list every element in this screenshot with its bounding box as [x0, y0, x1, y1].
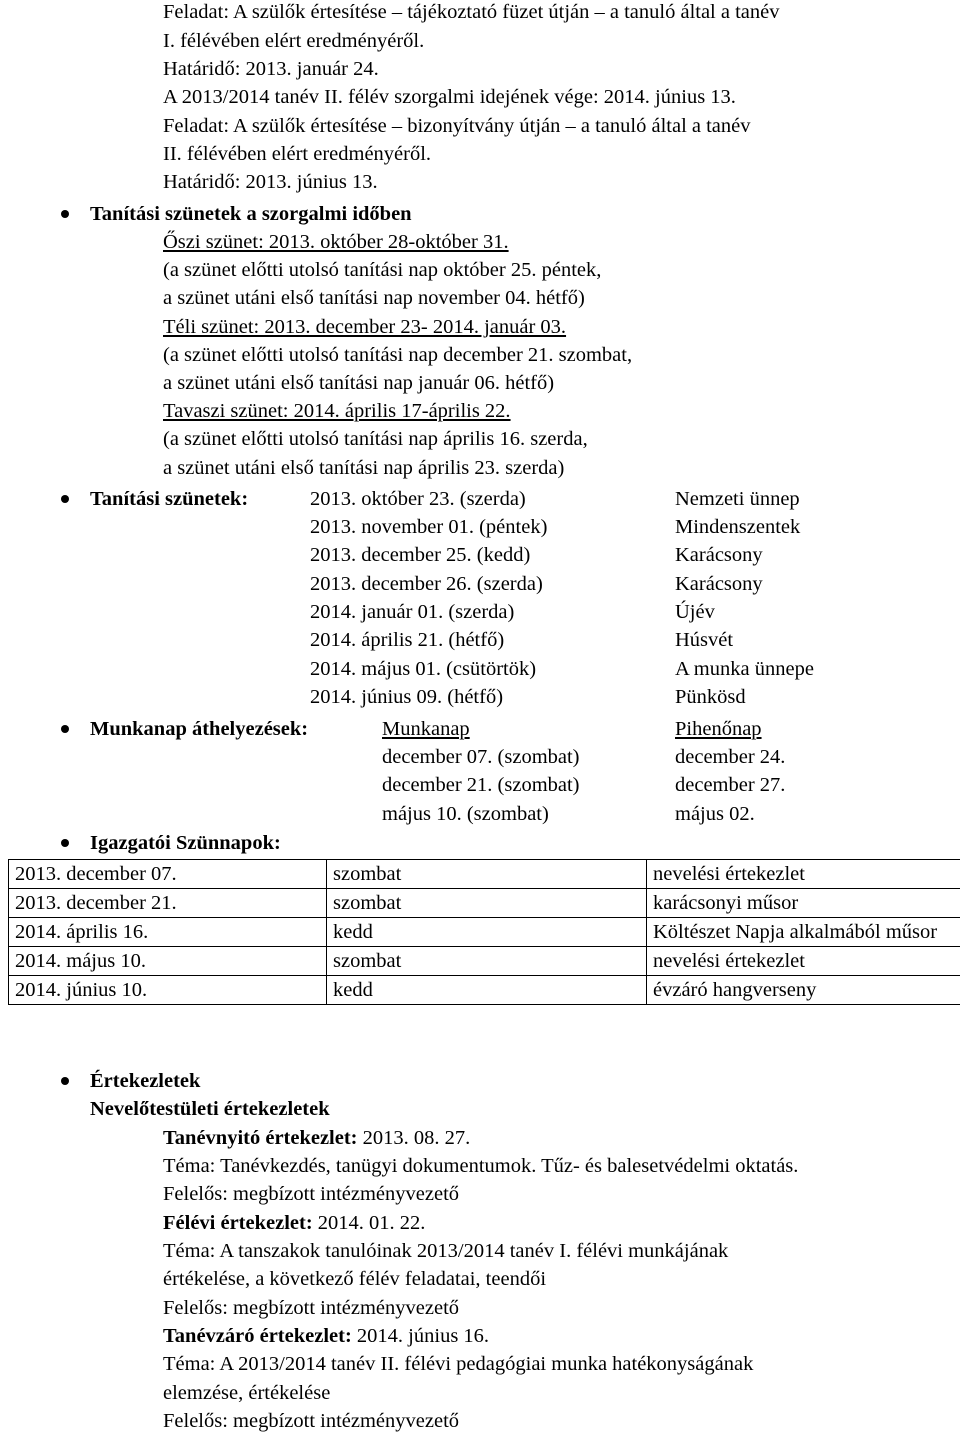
bullet-icon [61, 210, 69, 218]
bullet-icon [61, 495, 69, 503]
szunet-line: Téli szünet: 2013. december 23- 2014. január 03. [163, 316, 567, 338]
section-heading-ertekezletek: Értekezletek [90, 1070, 201, 1092]
table-cell-reason: évzáró hangverseny [647, 976, 960, 1005]
pihenonap-date: május 02. [675, 803, 755, 825]
szunet-line: (a szünet előtti utolsó tanítási nap április 16. szerda, [163, 428, 588, 450]
tanevnyito-felelos: Felelős: megbízott intézményvezető [163, 1183, 460, 1205]
table-cell-reason: karácsonyi műsor [647, 889, 960, 918]
table-cell-date: 2014. június 10. [9, 976, 327, 1005]
holiday-date: 2013. november 01. (péntek) [310, 516, 548, 538]
szunet-line: Őszi szünet: 2013. október 28-október 31. [163, 231, 509, 253]
table-cell-date: 2013. december 07. [9, 860, 327, 889]
holiday-name: Karácsony [675, 573, 763, 595]
holiday-date: 2014. június 09. (hétfő) [310, 686, 504, 708]
holiday-name: Nemzeti ünnep [675, 488, 800, 510]
table-row [9, 860, 960, 889]
table-cell-day: szombat [327, 889, 647, 918]
holiday-name: A munka ünnepe [675, 658, 814, 680]
section-heading-athelyezes: Munkanap áthelyezések: [90, 718, 309, 740]
holiday-name: Karácsony [675, 544, 763, 566]
tanevzaro-line [163, 1322, 489, 1350]
section-heading-tanitasi-szunetek: Tanítási szünetek: [90, 488, 249, 510]
munkanap-date: december 21. (szombat) [382, 774, 580, 796]
table-cell-day: szombat [327, 860, 647, 889]
bullet-icon [61, 839, 69, 847]
table-row [9, 947, 960, 976]
tanevzaro-label: Tanévzáró értekezlet: [163, 1325, 352, 1347]
intro-line: A 2013/2014 tanév II. félév szorgalmi idejének vége: 2014. június 13. [163, 86, 736, 108]
table-row [9, 889, 960, 918]
szunet-line: (a szünet előtti utolsó tanítási nap december 21. szombat, [163, 344, 633, 366]
felevi-tema: értékelése, a következő félév feladatai, teendői [163, 1268, 547, 1290]
szunet-line: a szünet utáni első tanítási nap január 06. hétfő) [163, 372, 555, 394]
table-cell-day: szombat [327, 947, 647, 976]
tanevzaro-felelos: Felelős: megbízott intézményvezető [163, 1410, 460, 1432]
pihenonap-date: december 24. [675, 746, 786, 768]
bullet-icon [61, 1077, 69, 1085]
holiday-name: Pünkösd [675, 686, 746, 708]
munkanap-header: Munkanap [382, 718, 470, 740]
table-cell-reason: nevelési értekezlet [647, 947, 960, 976]
felevi-line [163, 1209, 425, 1237]
holiday-name: Húsvét [675, 629, 734, 651]
table-cell-date: 2014. április 16. [9, 918, 327, 947]
tanevnyito-tema: Téma: Tanévkezdés, tanügyi dokumentumok. Tűz- és balesetvédelmi oktatás. [163, 1155, 799, 1177]
tanevnyito-label: Tanévnyitó értekezlet: [163, 1127, 358, 1149]
table-row [9, 918, 960, 947]
igazgatoi-szunnapok-table [8, 859, 960, 1005]
pihenonap-header: Pihenőnap [675, 718, 762, 740]
munkanap-date: május 10. (szombat) [382, 803, 549, 825]
felevi-label: Félévi értekezlet: [163, 1212, 313, 1234]
holiday-date: 2013. december 25. (kedd) [310, 544, 531, 566]
table-cell-reason: Költészet Napja alkalmából műsor [647, 918, 960, 947]
holiday-date: 2014. április 21. (hétfő) [310, 629, 505, 651]
holiday-date: 2013. december 26. (szerda) [310, 573, 543, 595]
bullet-icon [61, 725, 69, 733]
szunet-line: a szünet utáni első tanítási nap november 04. hétfő) [163, 287, 585, 309]
table-cell-day: kedd [327, 976, 647, 1005]
table-cell-reason: nevelési értekezlet [647, 860, 960, 889]
szunet-line: (a szünet előtti utolsó tanítási nap október 25. péntek, [163, 259, 602, 281]
intro-line: II. félévében elért eredményéről. [163, 143, 432, 165]
szunet-line: a szünet utáni első tanítási nap április 23. szerda) [163, 457, 565, 479]
tanevzaro-tema: elemzése, értékelése [163, 1382, 331, 1404]
pihenonap-date: december 27. [675, 774, 786, 796]
table-row [9, 976, 960, 1005]
felevi-tema: Téma: A tanszakok tanulóinak 2013/2014 tanév I. félévi munkájának [163, 1240, 729, 1262]
table-cell-date: 2014. május 10. [9, 947, 327, 976]
table-cell-date: 2013. december 21. [9, 889, 327, 918]
felevi-felelos: Felelős: megbízott intézményvezető [163, 1297, 460, 1319]
intro-line: Feladat: A szülők értesítése – tájékoztató füzet útján – a tanuló által a tanév [163, 1, 780, 23]
intro-line: Határidő: 2013. január 24. [163, 58, 379, 80]
intro-line: Feladat: A szülők értesítése – bizonyítvány útján – a tanuló által a tanév [163, 115, 751, 137]
section-heading-szunetek: Tanítási szünetek a szorgalmi időben [90, 203, 412, 225]
tanevzaro-tema: Téma: A 2013/2014 tanév II. félévi pedagógiai munka hatékonyságának [163, 1353, 754, 1375]
table-cell-day: kedd [327, 918, 647, 947]
intro-line: Határidő: 2013. június 13. [163, 171, 378, 193]
tanevzaro-date: 2014. június 16. [351, 1325, 490, 1347]
felevi-date: 2014. 01. 22. [312, 1212, 426, 1234]
holiday-name: Mindenszentek [675, 516, 801, 538]
holiday-date: 2014. január 01. (szerda) [310, 601, 515, 623]
section-heading-igazgatoi: Igazgatói Szünnapok: [90, 832, 281, 854]
tanevnyito-date: 2013. 08. 27. [357, 1127, 471, 1149]
holiday-date: 2013. október 23. (szerda) [310, 488, 526, 510]
szunet-line: Tavaszi szünet: 2014. április 17-április 22. [163, 400, 511, 422]
holiday-date: 2014. május 01. (csütörtök) [310, 658, 537, 680]
subheading-nevelotestuleti: Nevelőtestületi értekezletek [90, 1098, 330, 1120]
munkanap-date: december 07. (szombat) [382, 746, 580, 768]
intro-line: I. félévében elért eredményéről. [163, 30, 425, 52]
tanevnyito-line [163, 1124, 470, 1152]
holiday-name: Újév [675, 601, 715, 623]
